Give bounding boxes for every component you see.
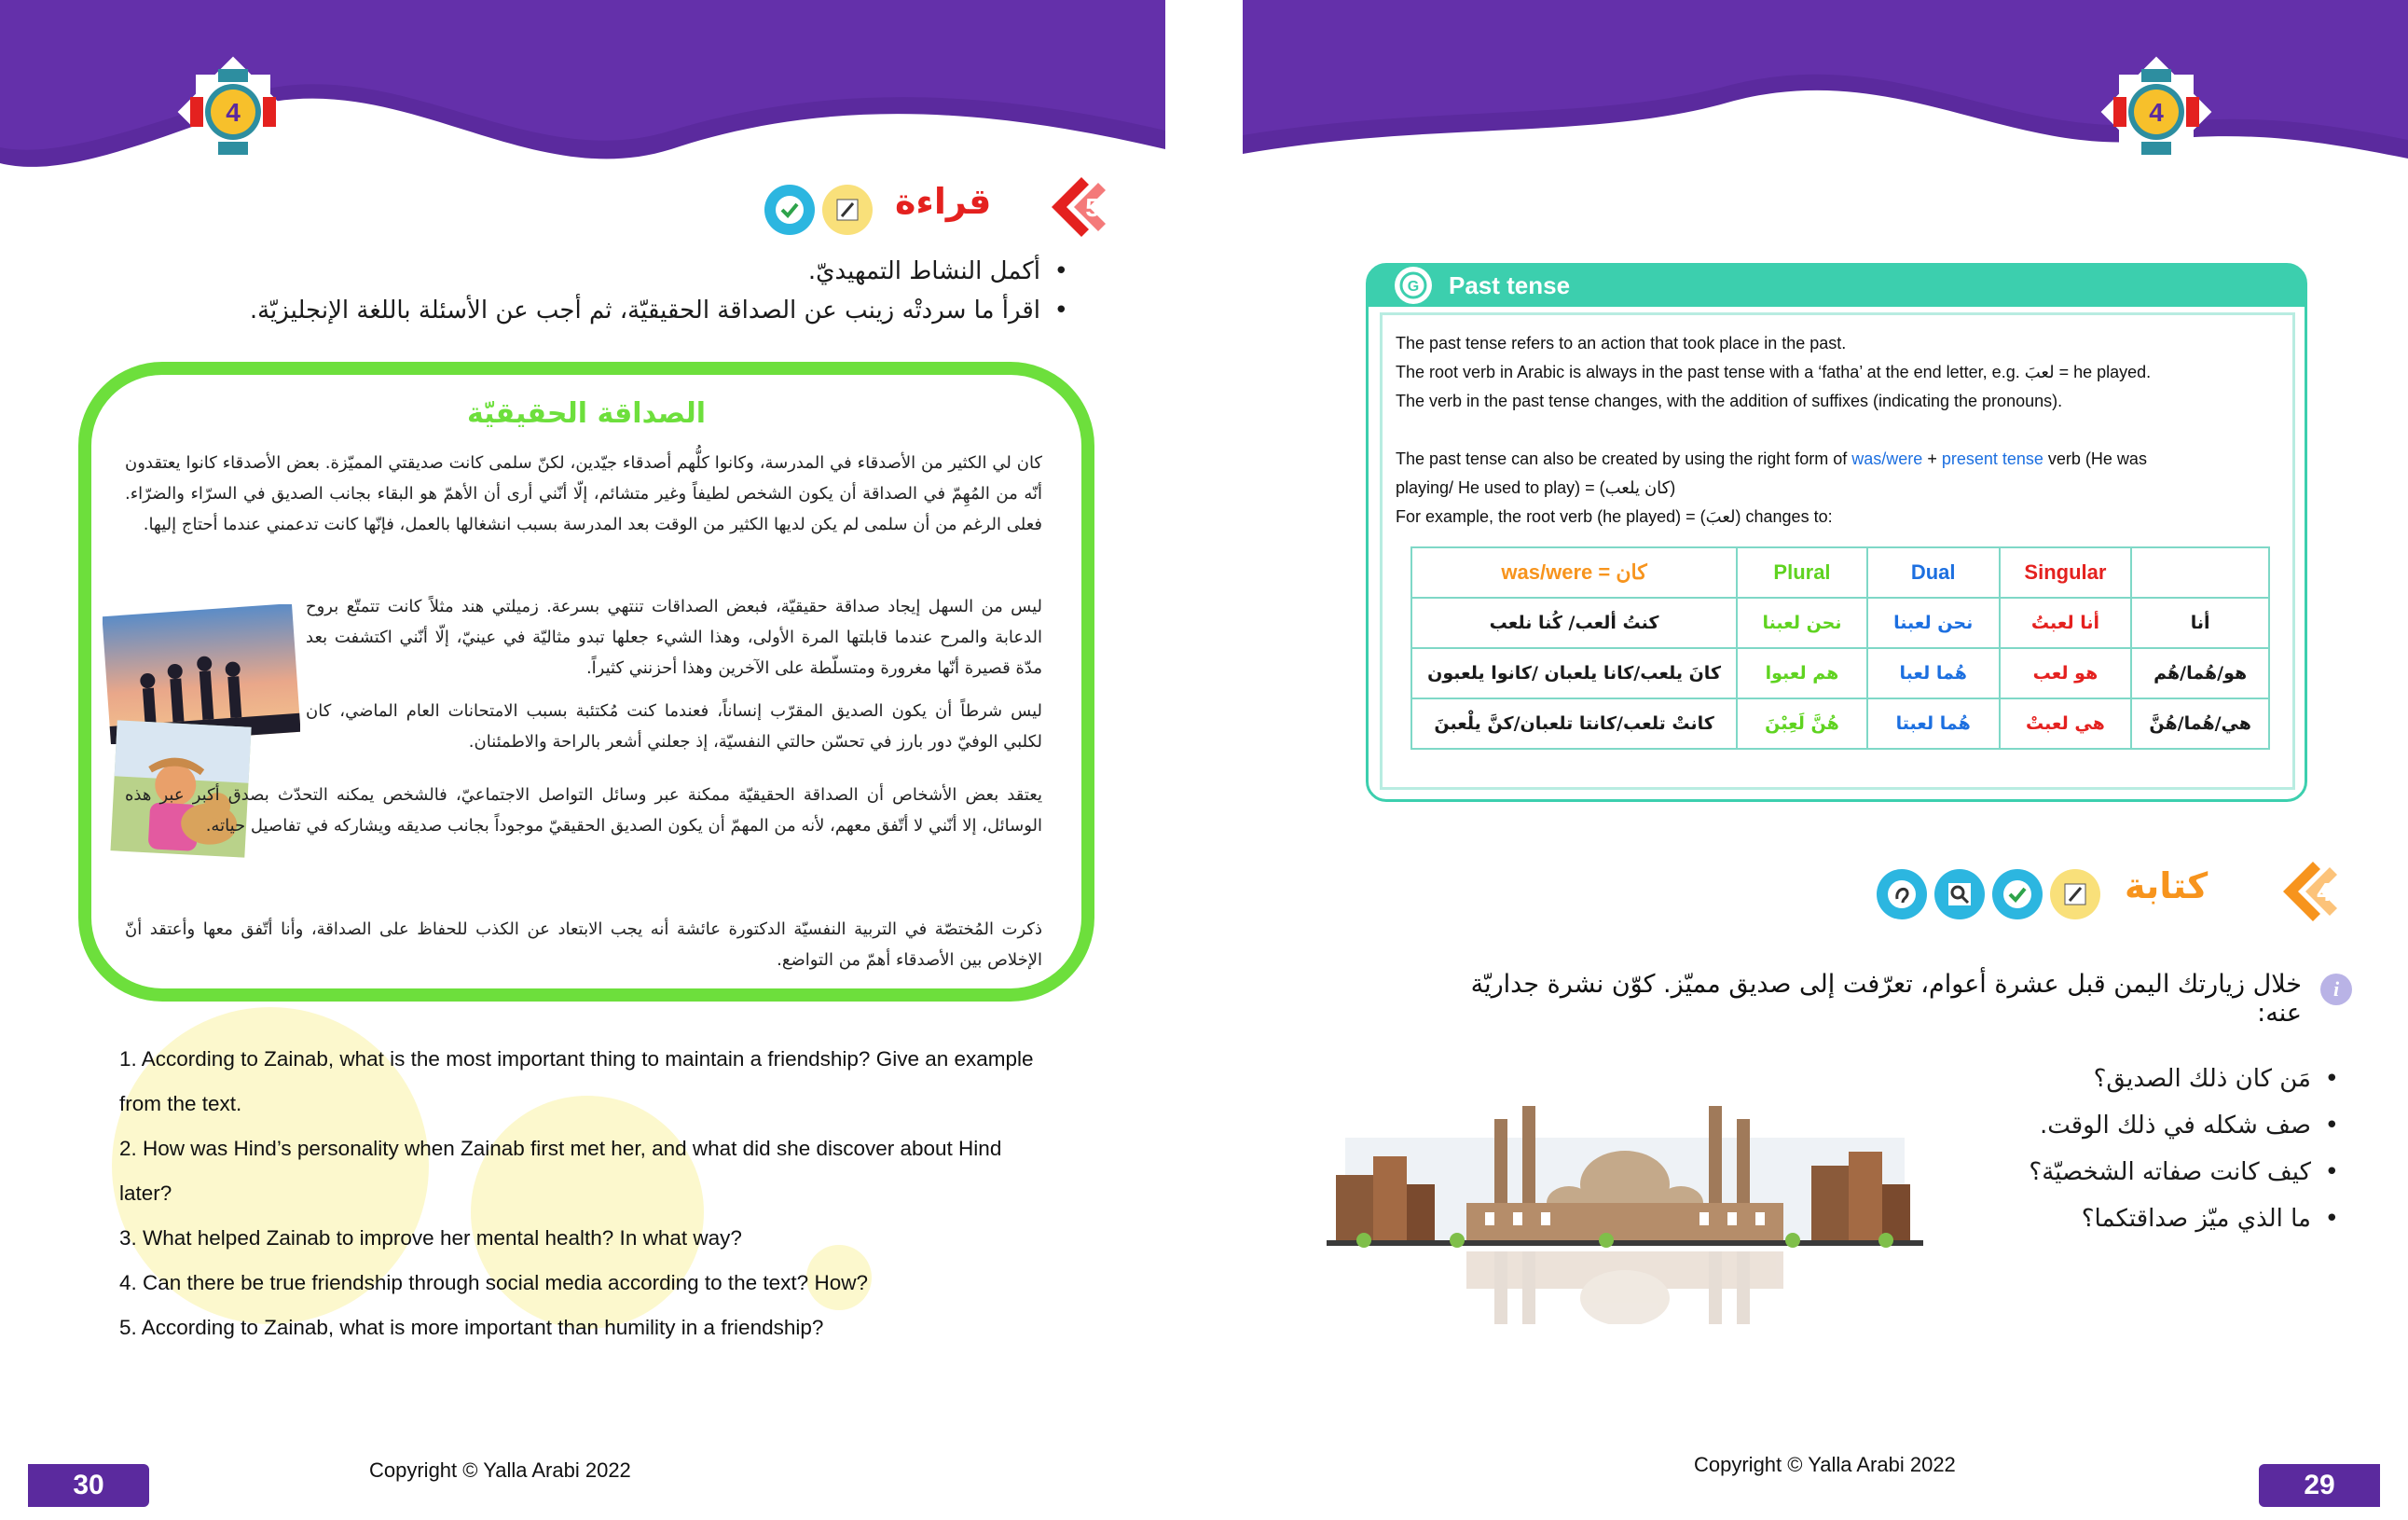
check-icon	[764, 185, 815, 235]
page-29	[1243, 0, 2408, 1520]
grammar-line: The past tense refers to an action that took place in the past.	[1396, 334, 1847, 352]
table-cell: كانتْ تلعب/كانتا تلعبان/كنَّ يلْعبنَ	[1411, 698, 1737, 749]
copyright: Copyright © Yalla Arabi 2022	[1694, 1453, 1956, 1476]
plus: +	[1922, 449, 1942, 468]
table-cell: هو/هُما/هُم	[2131, 648, 2269, 698]
grammar-content	[1380, 312, 2295, 790]
instruction-item: • أكمل النشاط التمهيديّ.	[233, 252, 1072, 291]
conjugation-table	[1410, 546, 2270, 750]
reading-instructions	[233, 252, 1072, 330]
table-row	[1411, 698, 2269, 749]
grammar-line: For example, the root verb (he played) = (لعبَ) changes to:	[1396, 507, 1833, 526]
writing-prompt-item: • ما الذي ميّز صداقتكما؟	[1877, 1195, 2343, 1242]
header-cell	[2131, 547, 2269, 598]
table-cell: هُما لعبتا	[1867, 698, 2000, 749]
question-2: 2. How was Hind’s personality when Zainab first met her, and what did she discover about Hind later?	[119, 1137, 1002, 1205]
section-number: 5	[1085, 193, 1100, 222]
table-cell: هي لعبتْ	[2000, 698, 2132, 749]
section-number-badge	[1044, 173, 1111, 241]
section-number: 4	[2317, 877, 2332, 906]
writing-prompt	[1420, 970, 2352, 1028]
grammar-header	[1367, 264, 2306, 307]
instruction-item: • اقرأ ما سردتْه زينب عن الصداقة الحقيقيّة، ثم أجب عن الأسئلة باللغة الإنجليزيّة.	[233, 291, 1072, 330]
grammar-line-4	[1396, 449, 2147, 469]
was-were-term: was/were	[1851, 449, 1923, 468]
unit-badge-icon	[177, 56, 289, 168]
badge-number: 4	[2149, 98, 2164, 127]
svg-text:G: G	[1407, 279, 1420, 295]
text: The past tense can also be created by using the right form of	[1396, 449, 1852, 468]
table-row	[1411, 648, 2269, 698]
question-1: 1. According to Zainab, what is the most important thing to maintain a friendship? Give an example from the text.	[119, 1047, 1034, 1115]
grammar-line: playing/ He used to play) = (كان يلعب)	[1396, 478, 1676, 497]
magnify-icon	[1934, 869, 1985, 919]
table-cell: كنتُ ألعب/ كُنا نلعب	[1411, 598, 1737, 648]
section-number-badge	[2276, 858, 2343, 925]
reading-title: قراءة	[895, 181, 992, 222]
info-icon: i	[2320, 974, 2352, 1005]
table-cell: هو لعب	[2000, 648, 2132, 698]
passage-paragraph-3: ليس شرطاً أن يكون الصديق المقرّب إنساناً، فعندما كنت مُكتئبة بسبب الامتحانات العام الماضي، كان لكلبي الوفيّ دور بارز في تحسّن حالتي النفسيّة، إذ جعلني أشعر بالراحة والاطمئنان.	[306, 701, 1042, 752]
pencil-icon	[822, 185, 873, 235]
grammar-line: The verb in the past tense changes, with the addition of suffixes (indicating the pronouns).	[1396, 392, 2063, 410]
table-cell: هُنَّ لَعِبْنَ	[1737, 698, 1867, 749]
question-5: 5. According to Zainab, what is more important than humility in a friendship?	[119, 1316, 824, 1339]
writing-prompt-item: • كيف كانت صفاته الشخصيّة؟	[1877, 1149, 2343, 1195]
table-cell: نحن لعبنا	[1737, 598, 1867, 648]
table-cell: هم لعبوا	[1737, 648, 1867, 698]
unit-badge-icon	[2100, 56, 2212, 168]
pencil-icon	[2050, 869, 2100, 919]
present-tense-term: present tense	[1941, 449, 2043, 468]
comprehension-questions	[119, 1037, 1052, 1350]
ear-icon	[1877, 869, 1927, 919]
table-cell: كانَ يلعب/كانا يلعبان /كانوا يلعبون	[1411, 648, 1737, 698]
header-wave-right	[1243, 0, 2408, 214]
grammar-box	[1366, 263, 2307, 802]
reading-section-header	[764, 173, 1119, 248]
text: verb (He was	[2043, 449, 2147, 468]
passage-paragraph-1: كان لي الكثير من الأصدقاء في المدرسة، وكانوا كلُّهم أصدقاء جيّدين، لكنّ سلمى كانت صديقتي المميّزة. بعض الأصدقاء كانوا يعتقدون أنّه من المُهِمّ في الصداقة أن يكون الشخص لطيفاً وغير متشائم، إلّا أنّني أرى أن الأهمّ هو البقاء بجانب الصديق في السرّاء والضرّاء. فعلى الرغم من أن سلمى لم يكن لديها الكثير من الوقت بعد المدرسة بسبب انشغالها بالعمل، فإنّها كانت تدعمني عندما أحتاج إليها.	[125, 453, 1042, 534]
header-cell: Dual	[1867, 547, 2000, 598]
table-row	[1411, 598, 2269, 648]
table-header-row	[1411, 547, 2269, 598]
table-cell: هُما لعبا	[1867, 648, 2000, 698]
page-number: 30	[28, 1464, 149, 1507]
passage-paragraph-2: ليس من السهل إيجاد صداقة حقيقيّة، فبعض الصداقات تنتهي بسرعة. زميلتي هند مثلاً كانت تتمتّع بروح الدعابة والمرح عندما قابلتها المرة الأولى، وهذا الشيء جعلها تبدو مثاليّة في عينيّ، إلّا أنّني اكتشفت بعد مدّة قصيرة أنّها مغرورة ومتسلّطة على الآخرين وهذا أحزنني كثيراً.	[306, 597, 1042, 678]
header-cell: was/were = كان	[1411, 547, 1737, 598]
writing-prompts-list	[1877, 1056, 2343, 1242]
reading-passage-frame	[78, 362, 1094, 1002]
passage-paragraph-4: يعتقد بعض الأشخاص أن الصداقة الحقيقيّة ممكنة عبر وسائل التواصل الاجتماعيّ، فالشخص يمكنه التحدّث بصدق أكبر عبر هذه الوسائل، إلا أنّني لا أتّفق معهم، لأنه من المهمّ أن يكون الصديق الحقيقيّ موجوداً بجانب صديقه ويشاركه في تفاصيل حياته.	[125, 785, 1042, 836]
table-cell: أنا لعبتُ	[2000, 598, 2132, 648]
table-cell: نحن لعبنا	[1867, 598, 2000, 648]
copyright: Copyright © Yalla Arabi 2022	[369, 1458, 631, 1482]
page-number: 29	[2259, 1464, 2380, 1507]
table-cell: هي/هُما/هُنَّ	[2131, 698, 2269, 749]
check-icon	[1992, 869, 2043, 919]
writing-title: كتابة	[2125, 865, 2208, 906]
grammar-g-icon	[1395, 267, 1432, 304]
sanaa-mosque-illustration	[1327, 1100, 1923, 1324]
book-spine	[1165, 0, 1243, 1520]
page-30	[0, 0, 1165, 1520]
badge-number: 4	[226, 98, 241, 127]
header-cell: Plural	[1737, 547, 1867, 598]
writing-prompt-item: • مَن كان ذلك الصديق؟	[1877, 1056, 2343, 1102]
writing-intro: خلال زيارتك اليمن قبل عشرة أعوام، تعرّفت إلى صديق مميّز. كوّن نشرة جداريّة عنه:	[1470, 970, 2302, 1028]
question-3: 3. What helped Zainab to improve her mental health? In what way?	[119, 1226, 742, 1250]
passage-title: الصداقة الحقيقيّة	[466, 397, 707, 430]
grammar-line: The root verb in Arabic is always in the past tense with a ‘fatha’ at the end letter, e.g. لعبَ = he played.	[1396, 363, 2152, 381]
passage-paragraph-5: ذكرت المُختصّة في التربية النفسيّة الدكتورة عائشة أنه يجب الابتعاد عن الكذب للحفاظ على الصداقة، وأنا أتّفق معها وأعتقد أنّ الإخلاص بين الأصدقاء أهمّ من التواضع.	[125, 919, 1042, 970]
grammar-title: Past tense	[1449, 270, 1571, 299]
table-cell: أنا	[2131, 598, 2269, 648]
header-cell: Singular	[2000, 547, 2132, 598]
writing-prompt-item: • صف شكله في ذلك الوقت.	[1877, 1102, 2343, 1149]
question-4: 4. Can there be true friendship through social media according to the text? How?	[119, 1271, 868, 1294]
writing-section-header	[1877, 858, 2343, 933]
